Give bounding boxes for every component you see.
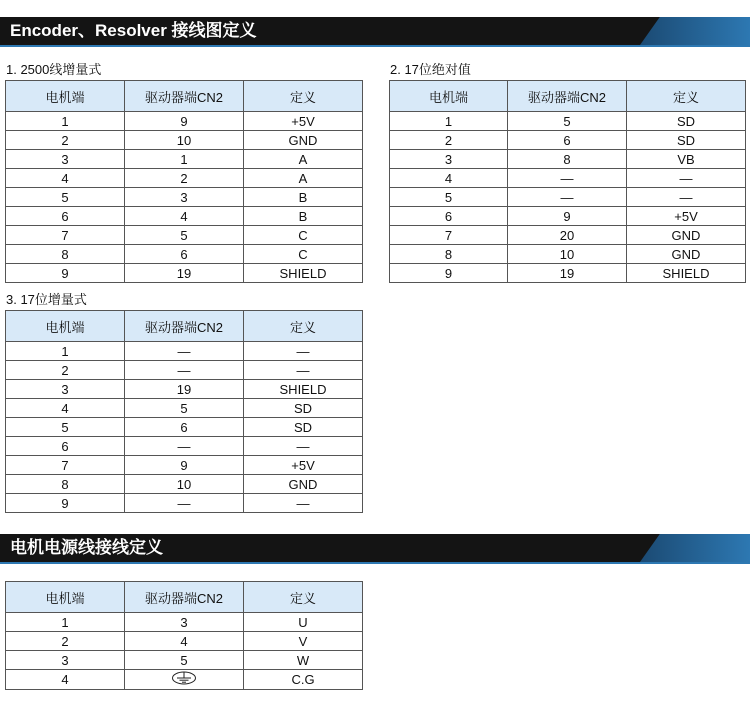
- table-row: [6, 188, 363, 207]
- table-row: [390, 264, 746, 283]
- cell-definition: —: [244, 494, 363, 513]
- cell-driver-pin: 1: [125, 150, 244, 169]
- table-row: [390, 207, 746, 226]
- cell-driver-pin: 4: [125, 207, 244, 226]
- cell-motor-pin: 4: [6, 670, 125, 690]
- table-motor-power: [5, 581, 363, 690]
- table-row: [6, 150, 363, 169]
- cell-definition: B: [244, 188, 363, 207]
- cell-motor-pin: 1: [6, 342, 125, 361]
- table-row: [6, 264, 363, 283]
- cell-driver-pin: 5: [125, 226, 244, 245]
- header-definition: 定义: [244, 81, 363, 112]
- cell-motor-pin: 5: [390, 188, 508, 207]
- cell-driver-pin: 9: [125, 456, 244, 475]
- cell-driver-pin: —: [508, 188, 627, 207]
- table-row: [390, 131, 746, 150]
- cell-motor-pin: 5: [6, 188, 125, 207]
- cell-definition: —: [244, 437, 363, 456]
- table-row: [6, 399, 363, 418]
- cell-motor-pin: 4: [6, 169, 125, 188]
- table-row: [6, 361, 363, 380]
- cell-definition: SD: [627, 131, 746, 150]
- header-motor-end: 电机端: [6, 311, 125, 342]
- cell-motor-pin: 2: [6, 632, 125, 651]
- cell-driver-pin: [125, 670, 244, 690]
- header-definition: 定义: [627, 81, 746, 112]
- cell-driver-pin: 6: [508, 131, 627, 150]
- table-row: [390, 188, 746, 207]
- table-row: [6, 456, 363, 475]
- table-row: [6, 226, 363, 245]
- cell-motor-pin: 4: [6, 399, 125, 418]
- cell-driver-pin: —: [125, 342, 244, 361]
- header-definition: 定义: [244, 582, 363, 613]
- table-row: [6, 245, 363, 264]
- table-row: [6, 418, 363, 437]
- table-2500-incremental: [5, 80, 363, 283]
- cell-motor-pin: 2: [6, 131, 125, 150]
- cell-motor-pin: 2: [390, 131, 508, 150]
- cell-definition: C: [244, 245, 363, 264]
- cell-motor-pin: 9: [390, 264, 508, 283]
- cell-driver-pin: 2: [125, 169, 244, 188]
- table2-title: 2. 17位绝对值: [390, 62, 471, 77]
- cell-driver-pin: 8: [508, 150, 627, 169]
- cell-driver-pin: 4: [125, 632, 244, 651]
- header-definition: 定义: [244, 311, 363, 342]
- cell-motor-pin: 3: [6, 380, 125, 399]
- cell-motor-pin: 9: [6, 494, 125, 513]
- table-17bit-incremental: [5, 310, 363, 513]
- table-row: [390, 112, 746, 131]
- table-row: [6, 342, 363, 361]
- cell-driver-pin: 9: [125, 112, 244, 131]
- table-row: [6, 494, 363, 513]
- cell-motor-pin: 1: [6, 112, 125, 131]
- header-driver-cn2: 驱动器端CN2: [125, 311, 244, 342]
- cell-motor-pin: 6: [390, 207, 508, 226]
- table-row: [390, 150, 746, 169]
- table1-title: 1. 2500线增量式: [6, 62, 102, 77]
- cell-motor-pin: 1: [390, 112, 508, 131]
- cell-definition: SHIELD: [627, 264, 746, 283]
- section-title: 电机电源线接线定义: [10, 538, 163, 557]
- table-17bit-absolute: [389, 80, 746, 283]
- table-row: [6, 651, 363, 670]
- cell-motor-pin: 8: [6, 245, 125, 264]
- cell-definition: +5V: [244, 112, 363, 131]
- cell-definition: —: [627, 188, 746, 207]
- cell-definition: A: [244, 169, 363, 188]
- cell-definition: SD: [244, 399, 363, 418]
- cell-driver-pin: 20: [508, 226, 627, 245]
- cell-motor-pin: 8: [390, 245, 508, 264]
- section-title: Encoder、Resolver 接线图定义: [10, 21, 257, 40]
- cell-definition: +5V: [627, 207, 746, 226]
- table-row: [6, 380, 363, 399]
- cell-motor-pin: 1: [6, 613, 125, 632]
- cell-driver-pin: 19: [125, 380, 244, 399]
- cell-definition: —: [244, 342, 363, 361]
- cell-driver-pin: 6: [125, 418, 244, 437]
- table-row: [6, 670, 363, 690]
- cell-driver-pin: —: [125, 437, 244, 456]
- cell-definition: C.G: [244, 670, 363, 690]
- section-banner-encoder: [0, 17, 750, 45]
- cell-motor-pin: 7: [390, 226, 508, 245]
- cell-driver-pin: 3: [125, 613, 244, 632]
- cell-motor-pin: 8: [6, 475, 125, 494]
- cell-motor-pin: 2: [6, 361, 125, 380]
- cell-definition: SHIELD: [244, 264, 363, 283]
- cell-definition: GND: [244, 475, 363, 494]
- ground-symbol-icon: [171, 671, 197, 689]
- cell-driver-pin: 3: [125, 188, 244, 207]
- cell-definition: V: [244, 632, 363, 651]
- table-row: [6, 131, 363, 150]
- cell-definition: GND: [244, 131, 363, 150]
- cell-definition: GND: [627, 226, 746, 245]
- cell-definition: —: [244, 361, 363, 380]
- cell-driver-pin: 9: [508, 207, 627, 226]
- table-row: [390, 245, 746, 264]
- cell-definition: SD: [244, 418, 363, 437]
- cell-definition: VB: [627, 150, 746, 169]
- cell-driver-pin: 19: [508, 264, 627, 283]
- cell-motor-pin: 5: [6, 418, 125, 437]
- cell-definition: +5V: [244, 456, 363, 475]
- cell-motor-pin: 7: [6, 456, 125, 475]
- cell-motor-pin: 4: [390, 169, 508, 188]
- table-row: [6, 475, 363, 494]
- header-motor-end: 电机端: [6, 81, 125, 112]
- table-row: [6, 613, 363, 632]
- cell-driver-pin: 10: [508, 245, 627, 264]
- cell-definition: GND: [627, 245, 746, 264]
- cell-driver-pin: 6: [125, 245, 244, 264]
- header-driver-cn2: 驱动器端CN2: [508, 81, 627, 112]
- cell-definition: —: [627, 169, 746, 188]
- cell-driver-pin: 5: [125, 399, 244, 418]
- cell-driver-pin: —: [125, 494, 244, 513]
- table-row: [390, 226, 746, 245]
- cell-definition: U: [244, 613, 363, 632]
- cell-driver-pin: 10: [125, 475, 244, 494]
- cell-driver-pin: —: [508, 169, 627, 188]
- cell-motor-pin: 9: [6, 264, 125, 283]
- cell-motor-pin: 7: [6, 226, 125, 245]
- cell-definition: C: [244, 226, 363, 245]
- cell-motor-pin: 6: [6, 207, 125, 226]
- cell-definition: B: [244, 207, 363, 226]
- section-banner-power: [0, 534, 750, 562]
- header-motor-end: 电机端: [6, 582, 125, 613]
- table-row: [6, 112, 363, 131]
- table-row: [6, 207, 363, 226]
- cell-driver-pin: 19: [125, 264, 244, 283]
- table-row: [390, 169, 746, 188]
- header-driver-cn2: 驱动器端CN2: [125, 582, 244, 613]
- cell-definition: SD: [627, 112, 746, 131]
- table-row: [6, 632, 363, 651]
- header-motor-end: 电机端: [390, 81, 508, 112]
- cell-motor-pin: 6: [6, 437, 125, 456]
- table-row: [6, 437, 363, 456]
- cell-motor-pin: 3: [390, 150, 508, 169]
- table3-title: 3. 17位增量式: [6, 292, 87, 307]
- table-row: [6, 169, 363, 188]
- cell-definition: A: [244, 150, 363, 169]
- cell-definition: SHIELD: [244, 380, 363, 399]
- header-driver-cn2: 驱动器端CN2: [125, 81, 244, 112]
- cell-definition: W: [244, 651, 363, 670]
- cell-driver-pin: 10: [125, 131, 244, 150]
- cell-driver-pin: 5: [508, 112, 627, 131]
- cell-motor-pin: 3: [6, 150, 125, 169]
- cell-driver-pin: 5: [125, 651, 244, 670]
- cell-driver-pin: —: [125, 361, 244, 380]
- cell-motor-pin: 3: [6, 651, 125, 670]
